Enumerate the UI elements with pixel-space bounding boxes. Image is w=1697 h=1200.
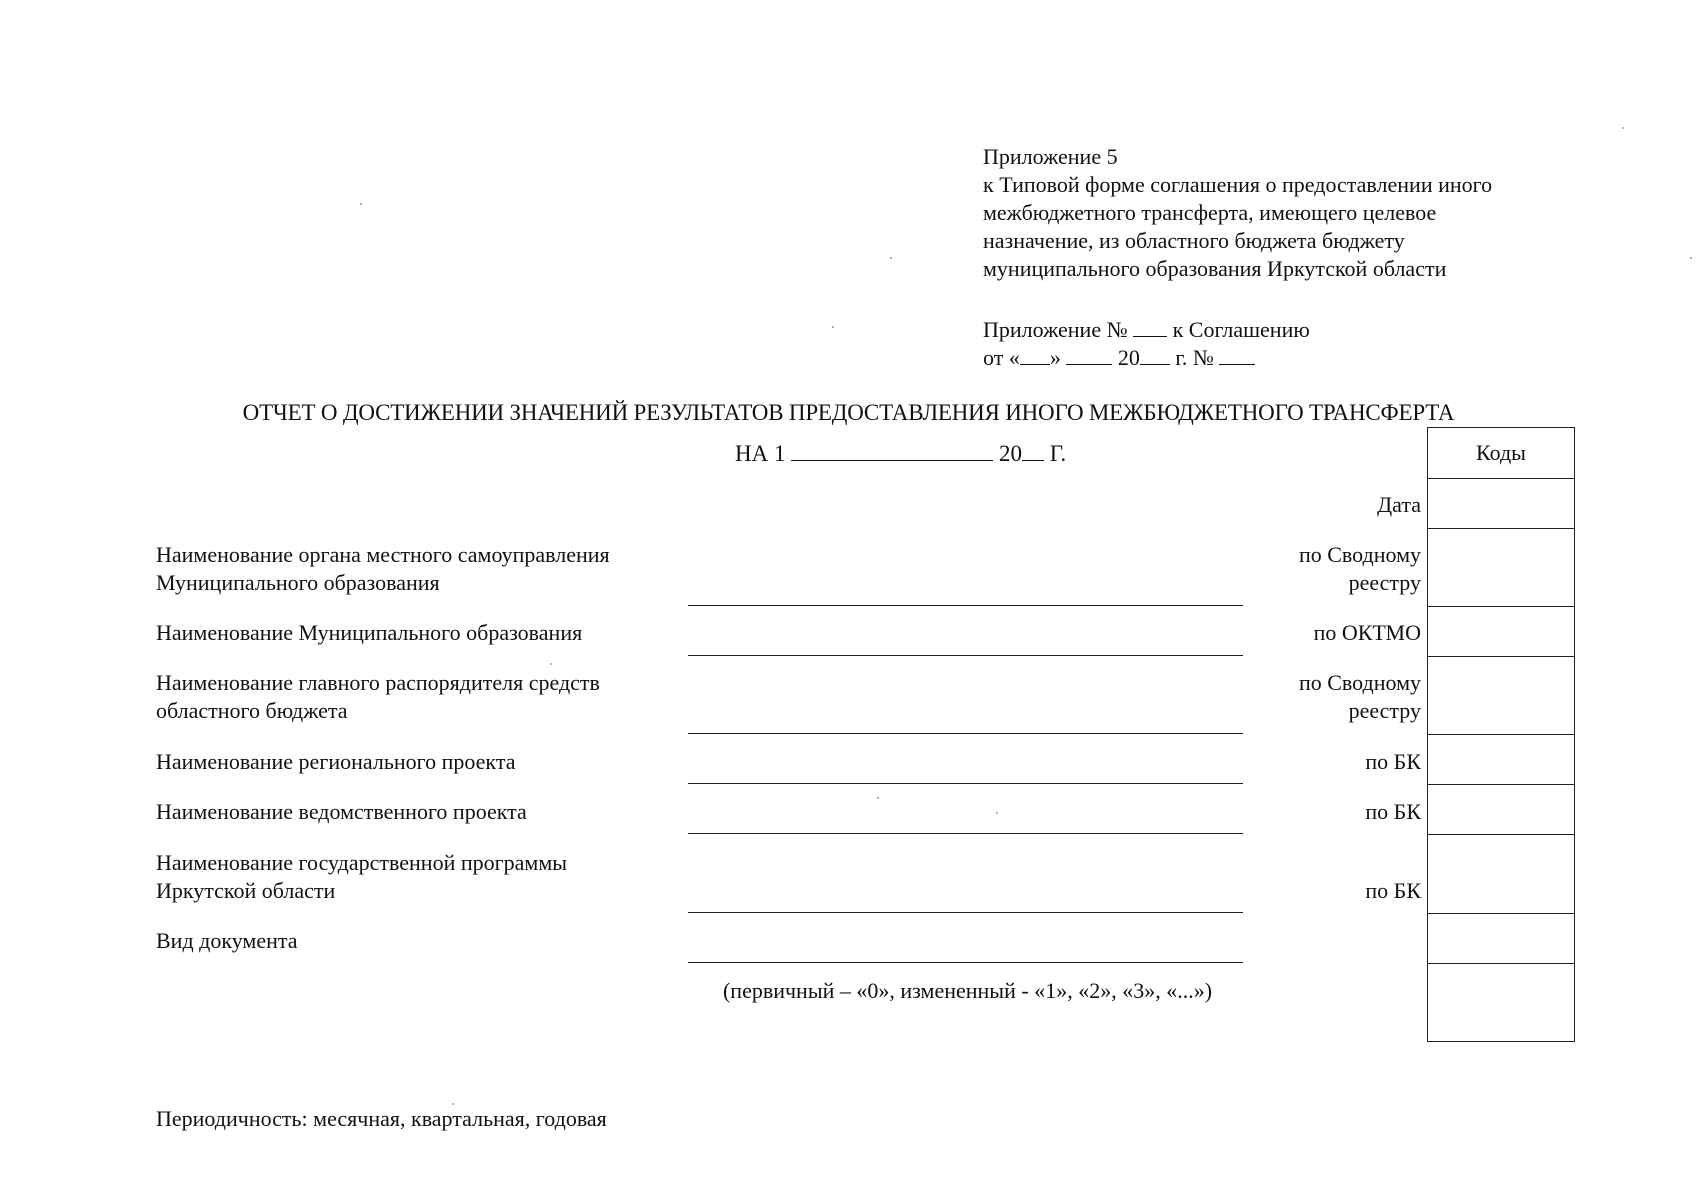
municipality-input-line[interactable]: [688, 655, 1243, 656]
code-label-oktmo: по ОКТМО: [1313, 620, 1421, 645]
field-label-local-authority: [156, 541, 610, 597]
code-label-line: реестру: [1348, 698, 1421, 723]
code-cell-consolidated-register-2[interactable]: [1428, 656, 1574, 734]
report-title: ОТЧЕТ О ДОСТИЖЕНИИ ЗНАЧЕНИЙ РЕЗУЛЬТАТОВ ПРЕДОСТАВЛЕНИЯ ИНОГО МЕЖБЮДЖЕТНОГО ТРАНСФЕРТА: [242, 400, 1455, 425]
local-authority-input-line[interactable]: [688, 605, 1243, 606]
code-cell-bk-program[interactable]: [1428, 834, 1574, 913]
report-date-year: 20: [998, 441, 1022, 466]
scan-speck: [550, 663, 552, 665]
code-label-consolidated-register: [1299, 541, 1421, 597]
code-label-line: реестру: [1348, 570, 1421, 595]
document-type-input-line[interactable]: [688, 962, 1243, 963]
agreement-month-blank[interactable]: [1066, 346, 1112, 365]
departmental-project-input-line[interactable]: [688, 833, 1243, 834]
code-cell-bk-regional[interactable]: [1428, 734, 1574, 784]
field-label-line: Наименование Муниципального образования: [156, 620, 583, 645]
code-cell-document-type[interactable]: [1428, 963, 1574, 1041]
annex-line: межбюджетного трансферта, имеющего целевое: [983, 200, 1437, 225]
field-label-line: областного бюджета: [156, 698, 348, 723]
field-label-line: Муниципального образования: [156, 570, 440, 595]
field-label-line: Наименование регионального проекта: [156, 749, 516, 774]
code-label-bk-departmental: по БК: [1365, 799, 1421, 824]
annex-line: муниципального образования Иркутской области: [983, 256, 1447, 281]
scan-speck: [877, 797, 879, 799]
report-date-prefix: НА 1: [735, 441, 786, 466]
state-program-input-line[interactable]: [688, 912, 1243, 913]
chief-administrator-input-line[interactable]: [688, 733, 1243, 734]
code-cell-oktmo[interactable]: [1428, 606, 1574, 656]
annex-line: к Типовой форме соглашения о предоставлении иного: [983, 172, 1493, 197]
code-cell-bk-departmental[interactable]: [1428, 784, 1574, 834]
scan-speck: [890, 257, 892, 259]
annex-title: Приложение 5: [983, 144, 1118, 169]
report-date-blank[interactable]: [791, 442, 993, 461]
field-label-line: Наименование органа местного самоуправления: [156, 542, 610, 567]
field-label-regional-project: [156, 748, 515, 776]
field-label-line: Иркутской области: [156, 878, 336, 903]
report-year-blank[interactable]: [1022, 442, 1044, 461]
agreement-date-open: от «: [983, 345, 1020, 370]
codes-table: [1427, 427, 1575, 1042]
agreement-reference: [983, 316, 1310, 372]
code-label-date: Дата: [1377, 492, 1421, 517]
code-cell-date[interactable]: [1428, 478, 1574, 528]
scan-speck: [996, 812, 998, 814]
agreement-number-suffix: к Соглашению: [1172, 317, 1310, 342]
regional-project-input-line[interactable]: [688, 783, 1243, 784]
field-label-line: Наименование государственной программы: [156, 850, 568, 875]
scan-speck: [1622, 127, 1624, 129]
agreement-number-blank[interactable]: [1133, 318, 1167, 337]
code-label-line: по Сводному: [1298, 542, 1421, 567]
field-label-chief-administrator: [156, 669, 600, 725]
code-label-line: по Сводному: [1298, 670, 1421, 695]
code-label-consolidated-register-2: [1299, 669, 1421, 725]
field-label-line: Вид документа: [156, 928, 298, 953]
field-label-document-type: [156, 927, 298, 955]
agreement-number-prefix: Приложение №: [983, 317, 1128, 342]
agreement-year-prefix: 20: [1117, 345, 1140, 370]
document-type-note: (первичный – «0», измененный - «1», «2», «3», «...»): [722, 978, 1213, 1003]
annex-line: назначение, из областного бюджета бюджету: [983, 228, 1405, 253]
agreement-no-blank[interactable]: [1219, 346, 1255, 365]
code-label-bk-program: по БК: [1365, 878, 1421, 903]
code-cell-consolidated-register[interactable]: [1428, 528, 1574, 606]
scan-speck: [1690, 257, 1692, 259]
field-label-line: Наименование ведомственного проекта: [156, 799, 527, 824]
code-label-bk-regional: по БК: [1365, 749, 1421, 774]
field-label-departmental-project: [156, 798, 527, 826]
agreement-year-blank[interactable]: [1140, 346, 1170, 365]
agreement-date-close: »: [1049, 345, 1061, 370]
field-label-line: Наименование главного распорядителя средств: [156, 670, 600, 695]
codes-header: Коды: [1476, 440, 1526, 465]
report-date-suffix: Г.: [1049, 441, 1067, 466]
scan-speck: [832, 326, 834, 328]
field-label-state-program: [156, 849, 567, 905]
report-date-line: [735, 441, 1066, 467]
scan-speck: [452, 1103, 454, 1105]
code-cell-empty[interactable]: [1428, 913, 1574, 963]
periodicity: Периодичность: месячная, квартальная, годовая: [156, 1106, 607, 1131]
scan-speck: [360, 203, 362, 205]
agreement-day-blank[interactable]: [1020, 346, 1050, 365]
agreement-no-label: г. №: [1175, 345, 1214, 370]
field-label-municipality: [156, 619, 582, 647]
annex-block: [983, 143, 1492, 283]
